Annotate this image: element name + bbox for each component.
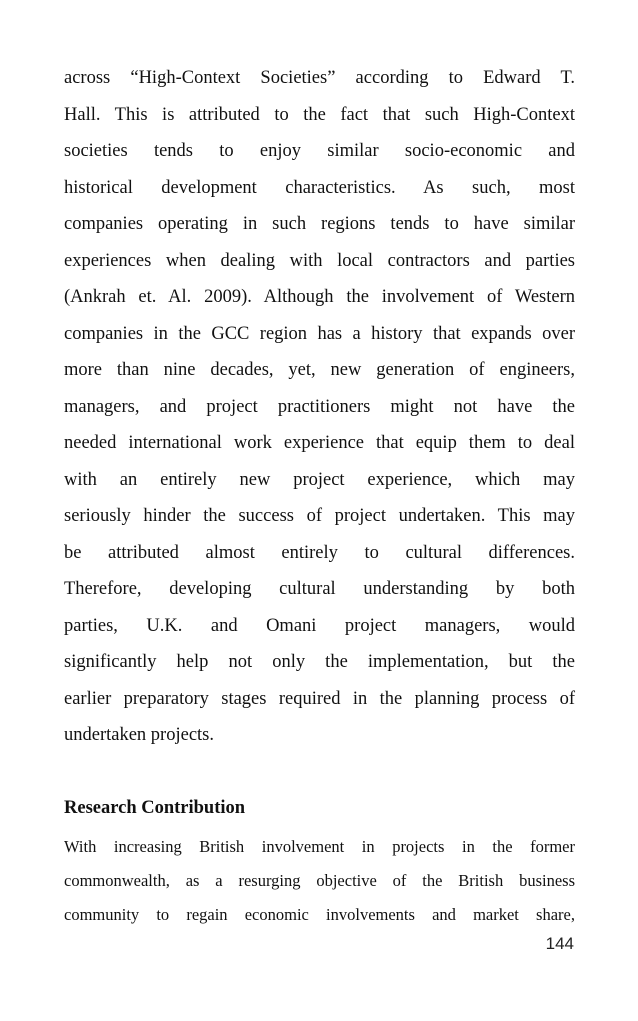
body-paragraph [64,60,575,754]
page-number: 144 [545,934,574,953]
text-line: commonwealth, as a resurging objective of the British business [64,871,575,890]
text-line: companies in the GCC region has a history that expands over [64,323,575,344]
body-paragraph [64,830,575,932]
text-line: across “High-Context Societies” according to Edward T. [64,68,575,88]
text-line: with an entirely new project experience, which may [64,469,575,490]
text-line: companies operating in such regions tends to have similar [64,214,575,234]
text-line: significantly help not only the implementation, but the [64,652,575,672]
text-line: needed international work experience that equip them to deal [64,433,575,453]
section-heading: Research Contribution [64,798,246,818]
text-line: be attributed almost entirely to cultural differences. [64,542,575,563]
text-line: historical development characteristics. As such, most [64,177,575,198]
text-line: earlier preparatory stages required in the planning process of [64,688,575,709]
text-line: more than nine decades, yet, new generation of engineers, [64,360,575,380]
text-line: seriously hinder the success of project undertaken. This may [64,506,575,526]
text-line: parties, U.K. and Omani project managers, would [64,615,575,636]
text-line: societies tends to enjoy similar socio-economic and [64,141,575,161]
text-line: (Ankrah et. Al. 2009). Although the involvement of Western [64,287,575,307]
text-line: With increasing British involvement in projects in the former [64,837,575,856]
text-line: Therefore, developing cultural understanding by both [64,579,575,599]
text-line: undertaken projects. [64,725,214,745]
text-line: managers, and project practitioners might not have the [64,396,575,417]
text-line: community to regain economic involvements and market share, [64,905,575,924]
text-line: experiences when dealing with local contractors and parties [64,250,575,271]
text-line: Hall. This is attributed to the fact that such High-Context [64,104,575,125]
